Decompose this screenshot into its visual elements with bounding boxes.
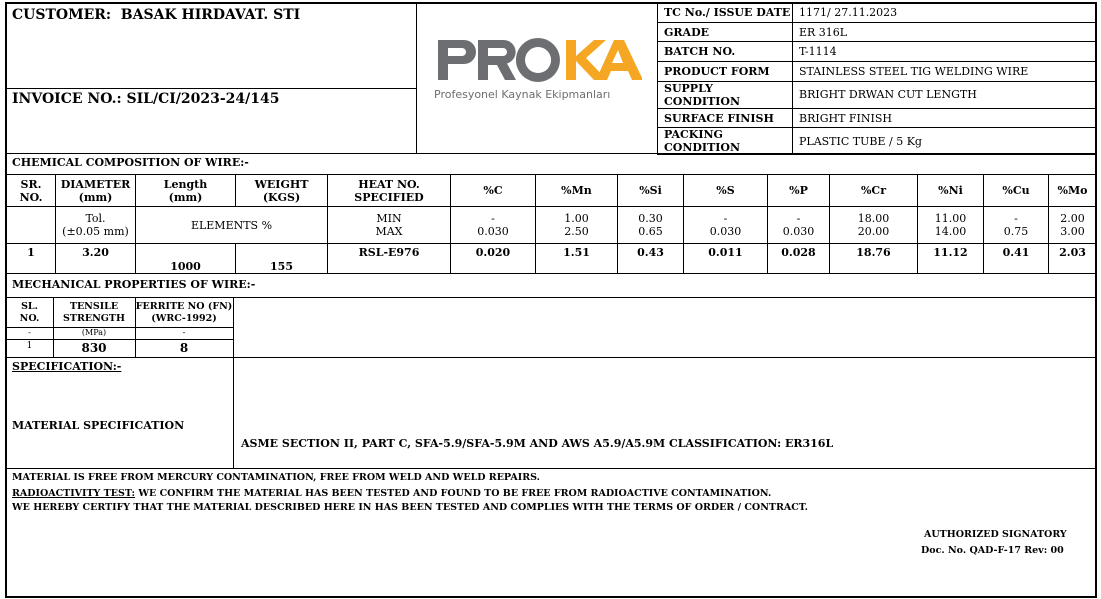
divider bbox=[6, 357, 1096, 358]
tc-row bbox=[658, 42, 1096, 62]
limit-cell: 18.00 20.00 bbox=[830, 207, 918, 244]
divider bbox=[6, 297, 1096, 298]
ferrite-unit: - bbox=[182, 328, 186, 337]
logo-tagline: Profesyonel Kaynak Ekipmanları bbox=[434, 88, 611, 101]
note-mercury: MATERIAL IS FREE FROM MERCURY CONTAMINATION, FREE FROM WELD AND WELD REPAIRS. bbox=[12, 472, 540, 483]
ferrite-value: 8 bbox=[179, 341, 189, 355]
tolerance-cell: Tol. (±0.05 mm) bbox=[56, 207, 136, 244]
limit-cell: - 0.030 bbox=[768, 207, 830, 244]
tensile-unit: (MPa) bbox=[81, 328, 107, 337]
value-cell: 1.51 bbox=[536, 244, 618, 274]
tc-row bbox=[658, 108, 1096, 128]
tc-value: BRIGHT FINISH bbox=[793, 108, 1096, 128]
tc-value: BRIGHT DRWAN CUT LENGTH bbox=[793, 81, 1096, 108]
spec-title: SPECIFICATION:- bbox=[12, 360, 122, 373]
diameter-header: DIAMETER (mm) bbox=[56, 175, 136, 207]
weight-cell: 155 bbox=[236, 244, 328, 274]
elements-label: ELEMENTS % bbox=[136, 207, 328, 244]
value-cell: 0.020 bbox=[451, 244, 536, 274]
heat-header: HEAT NO. SPECIFIED bbox=[328, 175, 451, 207]
element-header: %S bbox=[684, 175, 768, 207]
tc-key: TC No./ ISSUE DATE bbox=[658, 3, 793, 23]
material-spec-label: MATERIAL SPECIFICATION bbox=[12, 419, 185, 432]
authorized-signatory: AUTHORIZED SIGNATORY bbox=[924, 529, 1067, 540]
empty-cell bbox=[7, 207, 56, 244]
tc-value: 1171/ 27.11.2023 bbox=[793, 3, 1096, 23]
tc-row bbox=[658, 3, 1096, 23]
tc-value: STAINLESS STEEL TIG WELDING WIRE bbox=[793, 62, 1096, 82]
chem-limits-row bbox=[7, 207, 1097, 244]
tc-key: PACKING CONDITION bbox=[658, 128, 793, 155]
heat-cell: RSL-E976 bbox=[328, 244, 451, 274]
tc-info-table bbox=[657, 2, 1096, 155]
tensile-header: TENSILE STRENGTH bbox=[63, 301, 125, 324]
value-cell: 0.43 bbox=[618, 244, 684, 274]
note-certify: WE HEREBY CERTIFY THAT THE MATERIAL DESCRIBED HERE IN HAS BEEN TESTED AND COMPLIES WITH THE TERMS OF ORDER / CONTRACT. bbox=[12, 502, 808, 513]
value-cell: 0.41 bbox=[984, 244, 1049, 274]
limit-cell: 0.30 0.65 bbox=[618, 207, 684, 244]
tc-key: SURFACE FINISH bbox=[658, 108, 793, 128]
element-header: %P bbox=[768, 175, 830, 207]
value-cell: 0.028 bbox=[768, 244, 830, 274]
element-header: %Si bbox=[618, 175, 684, 207]
limit-cell: 11.00 14.00 bbox=[918, 207, 984, 244]
tc-value: ER 316L bbox=[793, 22, 1096, 42]
radioactivity-text: WE CONFIRM THE MATERIAL HAS BEEN TESTED AND FOUND TO BE FREE FROM RADIOACTIVE CONTAMINATION. bbox=[135, 488, 772, 499]
divider bbox=[6, 468, 1096, 469]
customer-value: BASAK HIRDAVAT. STI bbox=[120, 7, 301, 23]
invoice-value: SIL/CI/2023-24/145 bbox=[126, 91, 280, 107]
invoice-line bbox=[12, 91, 280, 107]
customer-line bbox=[12, 7, 300, 23]
tc-key: SUPPLY CONDITION bbox=[658, 81, 793, 108]
divider bbox=[416, 2, 417, 153]
chem-header-row bbox=[7, 175, 1097, 207]
value-cell: 18.76 bbox=[830, 244, 918, 274]
proka-logo-graphic bbox=[432, 34, 642, 104]
material-spec-value: ASME SECTION II, PART C, SFA-5.9/SFA-5.9M AND AWS A5.9/A5.9M CLASSIFICATION: ER316L bbox=[241, 437, 834, 450]
chem-table bbox=[6, 174, 1097, 274]
value-cell: 11.12 bbox=[918, 244, 984, 274]
ferrite-header: FERRITE NO (FN) (WRC-1992) bbox=[135, 301, 233, 324]
diameter-cell: 3.20 bbox=[56, 244, 136, 274]
sl-header: SL. NO. bbox=[19, 301, 40, 324]
proka-logo bbox=[432, 34, 642, 104]
length-header: Length (mm) bbox=[136, 175, 236, 207]
tc-row bbox=[658, 128, 1096, 155]
tc-value: T-1114 bbox=[793, 42, 1096, 62]
divider bbox=[233, 297, 234, 468]
element-header: %Cu bbox=[984, 175, 1049, 207]
value-cell: 0.011 bbox=[684, 244, 768, 274]
element-header: %Cr bbox=[830, 175, 918, 207]
mech-section-title: MECHANICAL PROPERTIES OF WIRE:- bbox=[12, 278, 256, 291]
tc-value: PLASTIC TUBE / 5 Kg bbox=[793, 128, 1096, 155]
tc-row bbox=[658, 62, 1096, 82]
divider bbox=[6, 88, 416, 89]
tc-key: GRADE bbox=[658, 22, 793, 42]
customer-label: CUSTOMER: bbox=[12, 7, 112, 23]
chem-section-title: CHEMICAL COMPOSITION OF WIRE:- bbox=[12, 156, 249, 169]
divider bbox=[6, 153, 1096, 154]
sl-unit: - bbox=[28, 328, 31, 337]
limit-cell: 1.00 2.50 bbox=[536, 207, 618, 244]
sl-value: 1 bbox=[26, 341, 33, 351]
radioactivity-label: RADIOACTIVITY TEST: bbox=[12, 488, 136, 499]
length-cell: 1000 bbox=[136, 244, 236, 274]
chem-result-row bbox=[7, 244, 1097, 274]
tc-row bbox=[658, 22, 1096, 42]
tensile-value: 830 bbox=[81, 341, 107, 355]
element-header: %C bbox=[451, 175, 536, 207]
doc-number: Doc. No. QAD-F-17 Rev: 00 bbox=[921, 545, 1064, 556]
tc-key: BATCH NO. bbox=[658, 42, 793, 62]
divider bbox=[6, 339, 233, 340]
sr-cell: 1 bbox=[7, 244, 56, 274]
limit-cell: - 0.030 bbox=[684, 207, 768, 244]
limit-cell: - 0.030 bbox=[451, 207, 536, 244]
tc-row bbox=[658, 81, 1096, 108]
limit-cell: 2.00 3.00 bbox=[1049, 207, 1097, 244]
limit-cell: - 0.75 bbox=[984, 207, 1049, 244]
element-header: %Mo bbox=[1049, 175, 1097, 207]
sr-header: SR. NO. bbox=[7, 175, 56, 207]
tc-key: PRODUCT FORM bbox=[658, 62, 793, 82]
element-header: %Mn bbox=[536, 175, 618, 207]
element-header: %Ni bbox=[918, 175, 984, 207]
weight-header: WEIGHT (KGS) bbox=[236, 175, 328, 207]
value-cell: 2.03 bbox=[1049, 244, 1097, 274]
note-radioactivity bbox=[12, 488, 771, 499]
minmax-label: MIN MAX bbox=[328, 207, 451, 244]
invoice-label: INVOICE NO.: bbox=[12, 91, 122, 107]
